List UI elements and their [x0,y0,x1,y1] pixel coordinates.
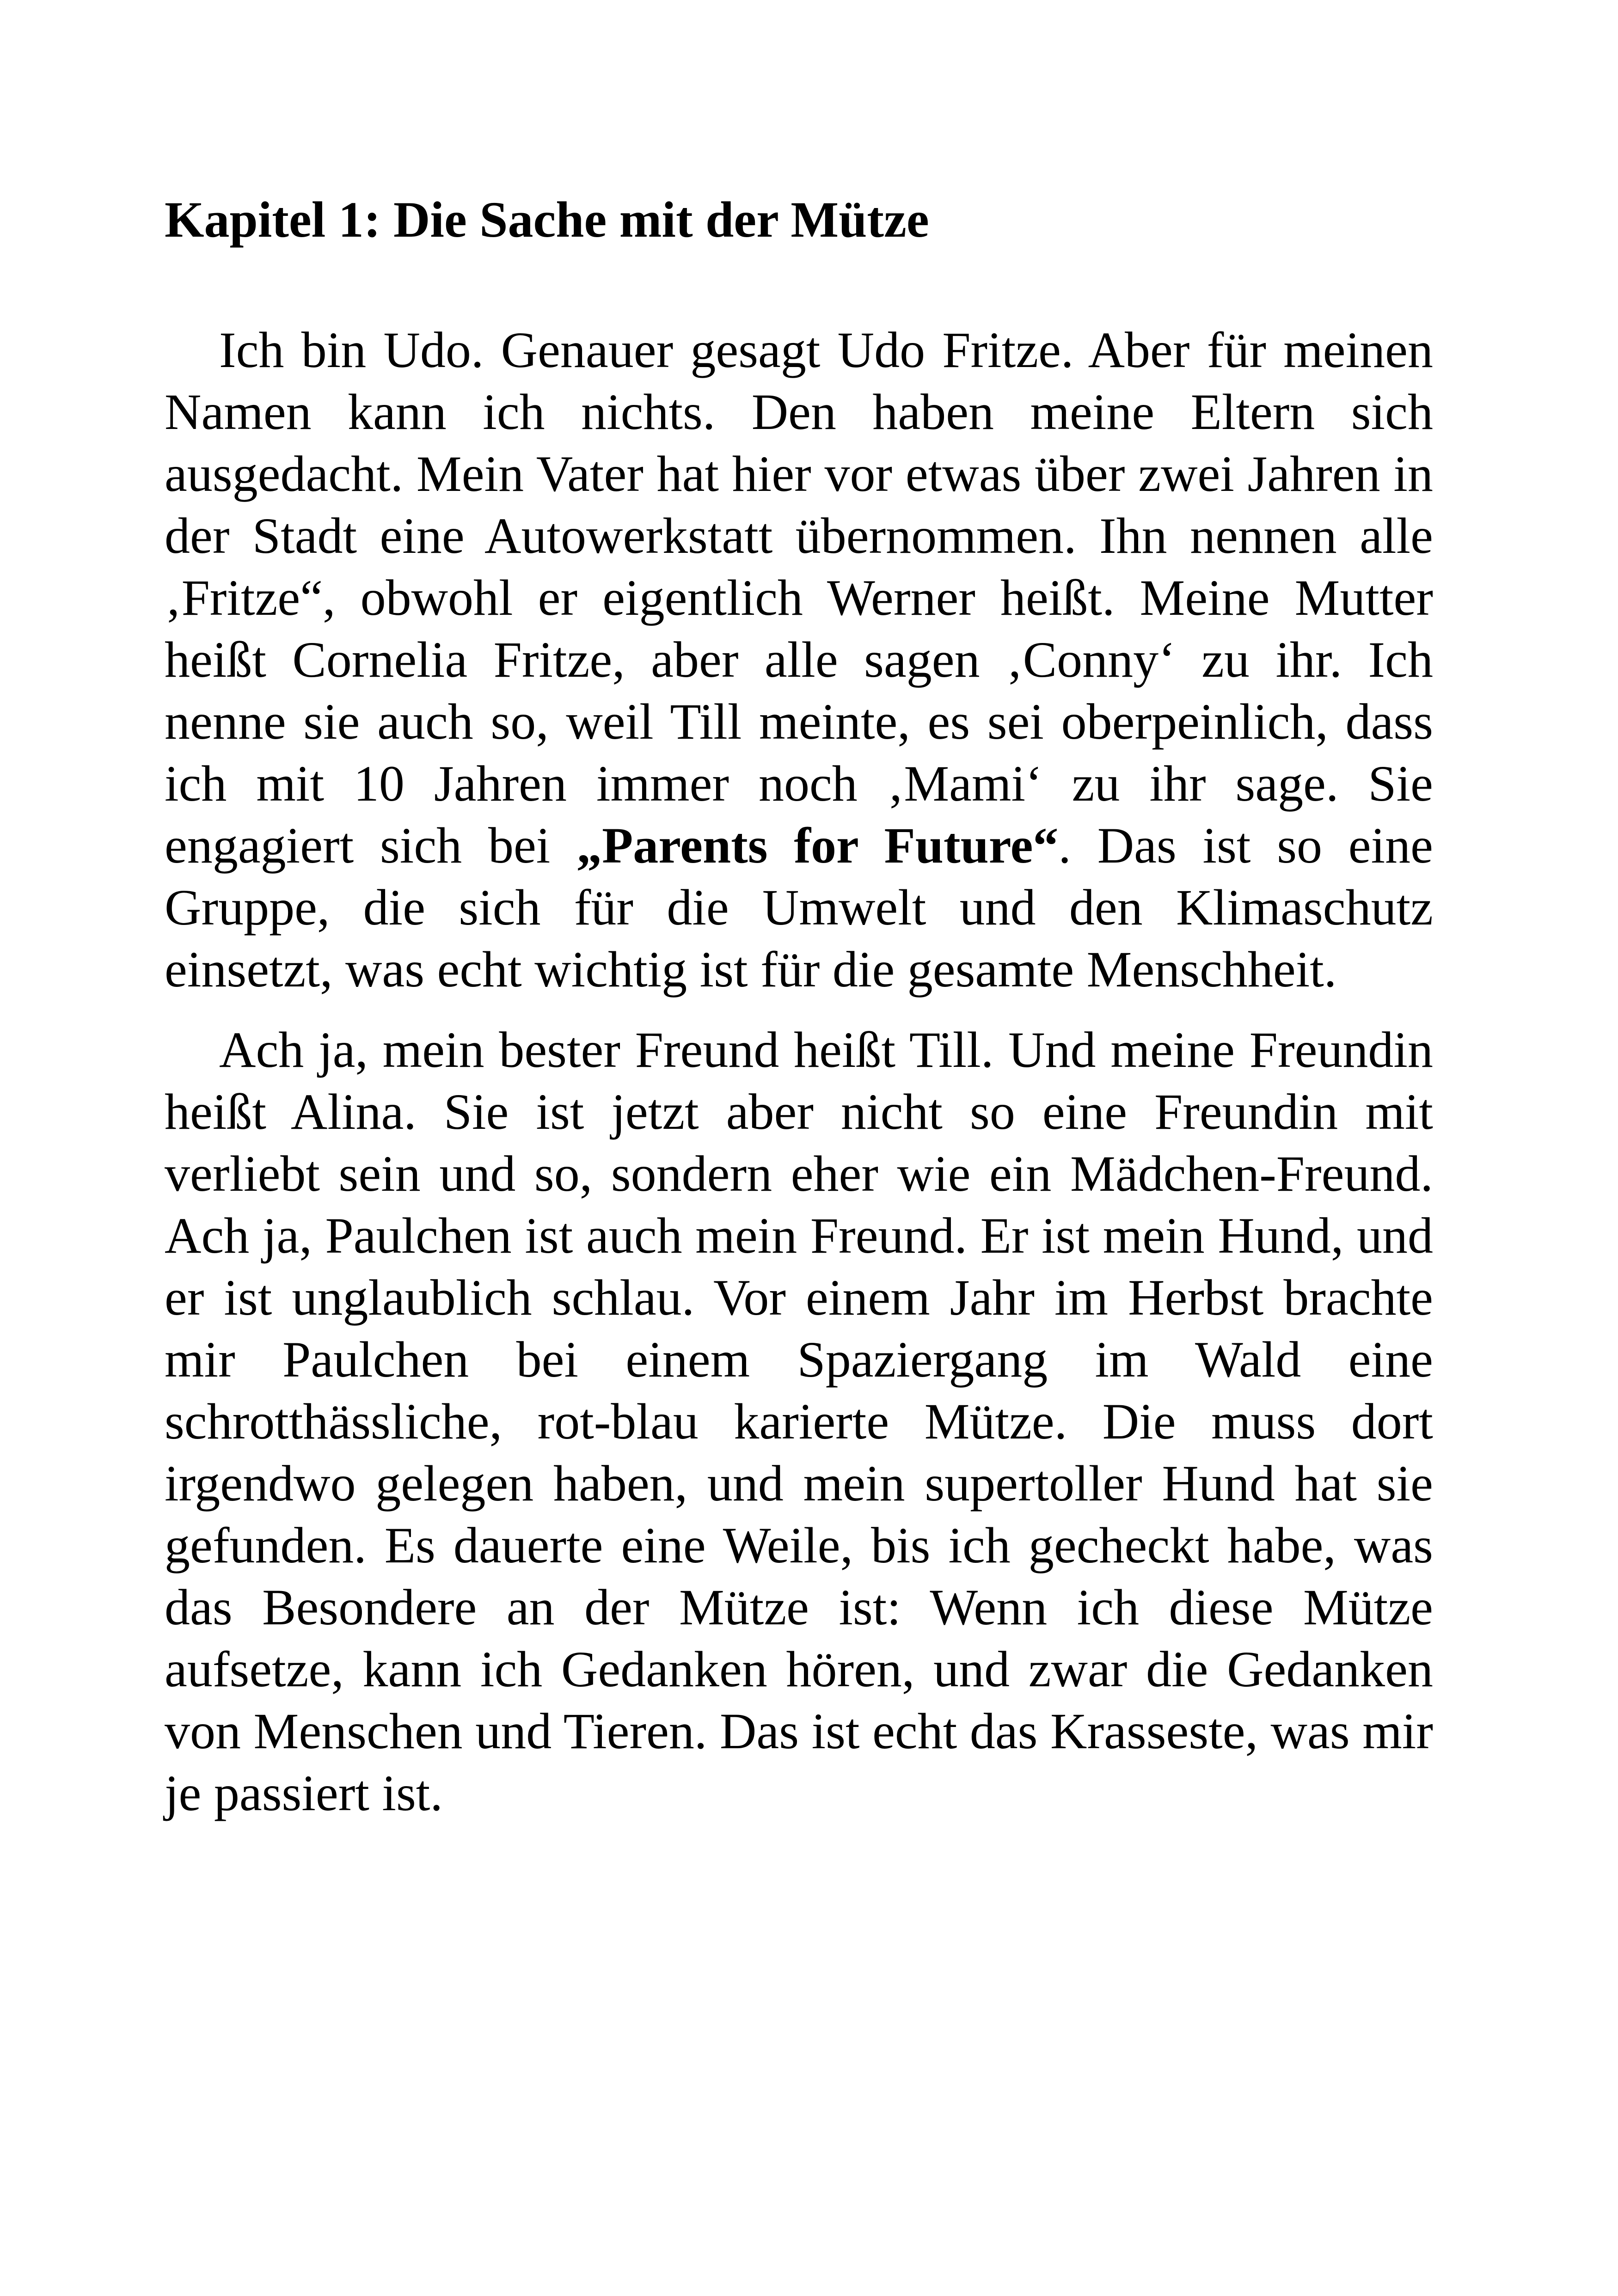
chapter-title: Kapitel 1: Die Sache mit der Mütze [165,191,929,248]
parents-for-future-phrase: „Parents for Future“ [576,817,1059,874]
chapter-content [165,189,1433,1843]
paragraph-1-text-start: Ich bin Udo. Genauer gesagt Udo Fritze. Aber für meinen Namen kann ich nichts. Den haben meine Eltern sich ausgedacht. Mein Vater hat hier vor etwas über zwei Jahren in der Stadt eine Autowerkstatt übernommen. Ihn nennen alle ‚Fritze“, obwohl er eigentlich Werner heißt. Meine Mutter heißt Cornelia Fritze, aber alle sagen ‚Conny‘ zu ihr. Ich nenne sie auch so, weil Till meinte, es sei oberpeinlich, dass ich mit 10 Jahren immer noch ‚Mami‘ zu ihr sage. Sie engagiert sich bei [165,322,1433,874]
paragraph-2: Ach ja, mein bester Freund heißt Till. Und meine Freundin heißt Alina. Sie ist jetzt aber nicht so eine Freundin mit verliebt sein und so, sondern eher wie ein Mädchen-Freund. Ach ja, Paulchen ist auch mein Freund. Er ist mein Hund, und er ist unglaublich schlau. Vor einem Jahr im Herbst brachte mir Paulchen bei einem Spaziergang im Wald eine schrotthässliche, rot-blau karierte Mütze. Die muss dort irgendwo gelegen haben, und mein supertoller Hund hat sie gefunden. Es dauerte eine Weile, bis ich gecheckt habe, was das Besondere an der Mütze ist: Wenn ich diese Mütze aufsetze, kann ich Gedanken hören, und zwar die Gedanken von Menschen und Tieren. Das ist echt das Krasseste, was mir je passiert ist. [165,1022,1433,1821]
paragraph-1 [165,319,1433,1000]
paragraph-1-text-end: . Das ist so eine Gruppe, die sich für die Umwelt und den Klimaschutz einsetzt, was echt wichtig ist für die gesamte Menschheit. [165,817,1433,998]
